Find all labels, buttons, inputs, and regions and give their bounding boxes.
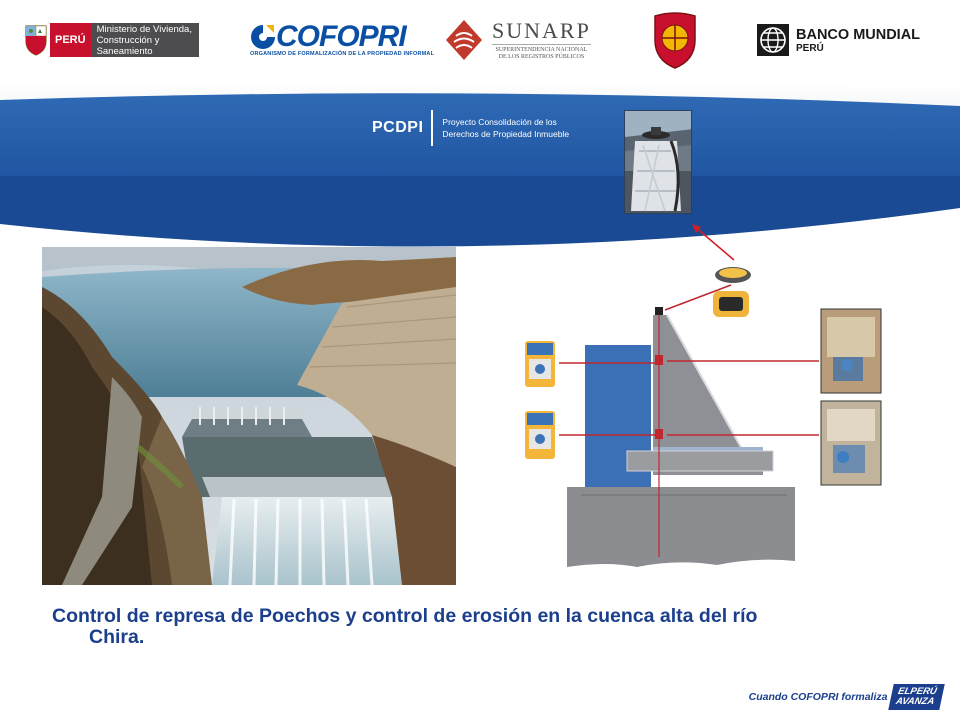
dam-cross-section-diagram bbox=[517, 261, 903, 585]
sensor-upper bbox=[655, 355, 663, 365]
el-peru-avanza-badge: ELPERÚ AVANZA bbox=[889, 684, 945, 710]
cofopri-emblem-icon bbox=[250, 23, 276, 51]
instrument-box-upper-icon bbox=[525, 341, 555, 387]
cofopri-logo bbox=[250, 14, 434, 66]
sunarp-emblem-icon bbox=[444, 18, 484, 62]
poechos-dam-image bbox=[42, 247, 456, 585]
world-bank-wordmark: BANCO MUNDIAL bbox=[796, 26, 921, 43]
gps-antenna-image bbox=[625, 111, 692, 214]
project-label bbox=[372, 110, 583, 146]
cofopri-subtitle: ORGANISMO DE FORMALIZACIÓN DE LA PROPIEDAD INFORMAL bbox=[250, 51, 435, 57]
pointer-arrow-icon bbox=[688, 222, 738, 262]
ign-shield-icon bbox=[652, 10, 698, 70]
caption-line-2: Chira. bbox=[89, 626, 145, 648]
sensor-lower bbox=[655, 429, 663, 439]
ministry-name: Ministerio de Vivienda, Construcción y Saneamiento bbox=[91, 23, 199, 57]
control-room-photo-upper bbox=[821, 309, 881, 393]
reservoir-water bbox=[585, 345, 651, 495]
caption-line-1: Control de represa de Poechos y control de erosión en la cuenca alta del río bbox=[52, 605, 758, 627]
project-name: Proyecto Consolidación de los Derechos de Propiedad Inmueble bbox=[442, 117, 570, 139]
peru-ministry-logo bbox=[22, 14, 199, 66]
poechos-dam-photo bbox=[42, 247, 456, 585]
world-bank-logo bbox=[756, 14, 920, 66]
gps-antenna-photo bbox=[624, 110, 692, 214]
sunarp-subtitle: SUPERINTENDENCIA NACIONAL DE LOS REGISTROS PÚBLICOS bbox=[492, 44, 591, 61]
control-room-photo-lower bbox=[821, 401, 881, 485]
slide-caption bbox=[52, 606, 932, 648]
sunarp-wordmark: SUNARP bbox=[492, 17, 591, 43]
sunarp-logo bbox=[444, 14, 591, 66]
footer-tagline bbox=[749, 684, 942, 710]
world-bank-country: PERÚ bbox=[796, 42, 824, 54]
gps-receiver-icon bbox=[713, 267, 751, 317]
dam-monitoring-diagram bbox=[517, 261, 903, 585]
peru-label: PERÚ bbox=[50, 23, 91, 57]
world-bank-globe-icon bbox=[756, 23, 790, 57]
dam-foundation bbox=[567, 487, 795, 567]
instrument-box-lower-icon bbox=[525, 411, 555, 459]
footer-text: Cuando COFOPRI formaliza bbox=[748, 691, 888, 703]
peru-coat-of-arms-icon bbox=[22, 23, 50, 57]
project-acronym: PCDPI bbox=[372, 110, 433, 146]
ign-logo bbox=[652, 10, 698, 70]
logo-banner bbox=[0, 0, 960, 90]
cofopri-wordmark: COFOPRI bbox=[276, 20, 406, 53]
